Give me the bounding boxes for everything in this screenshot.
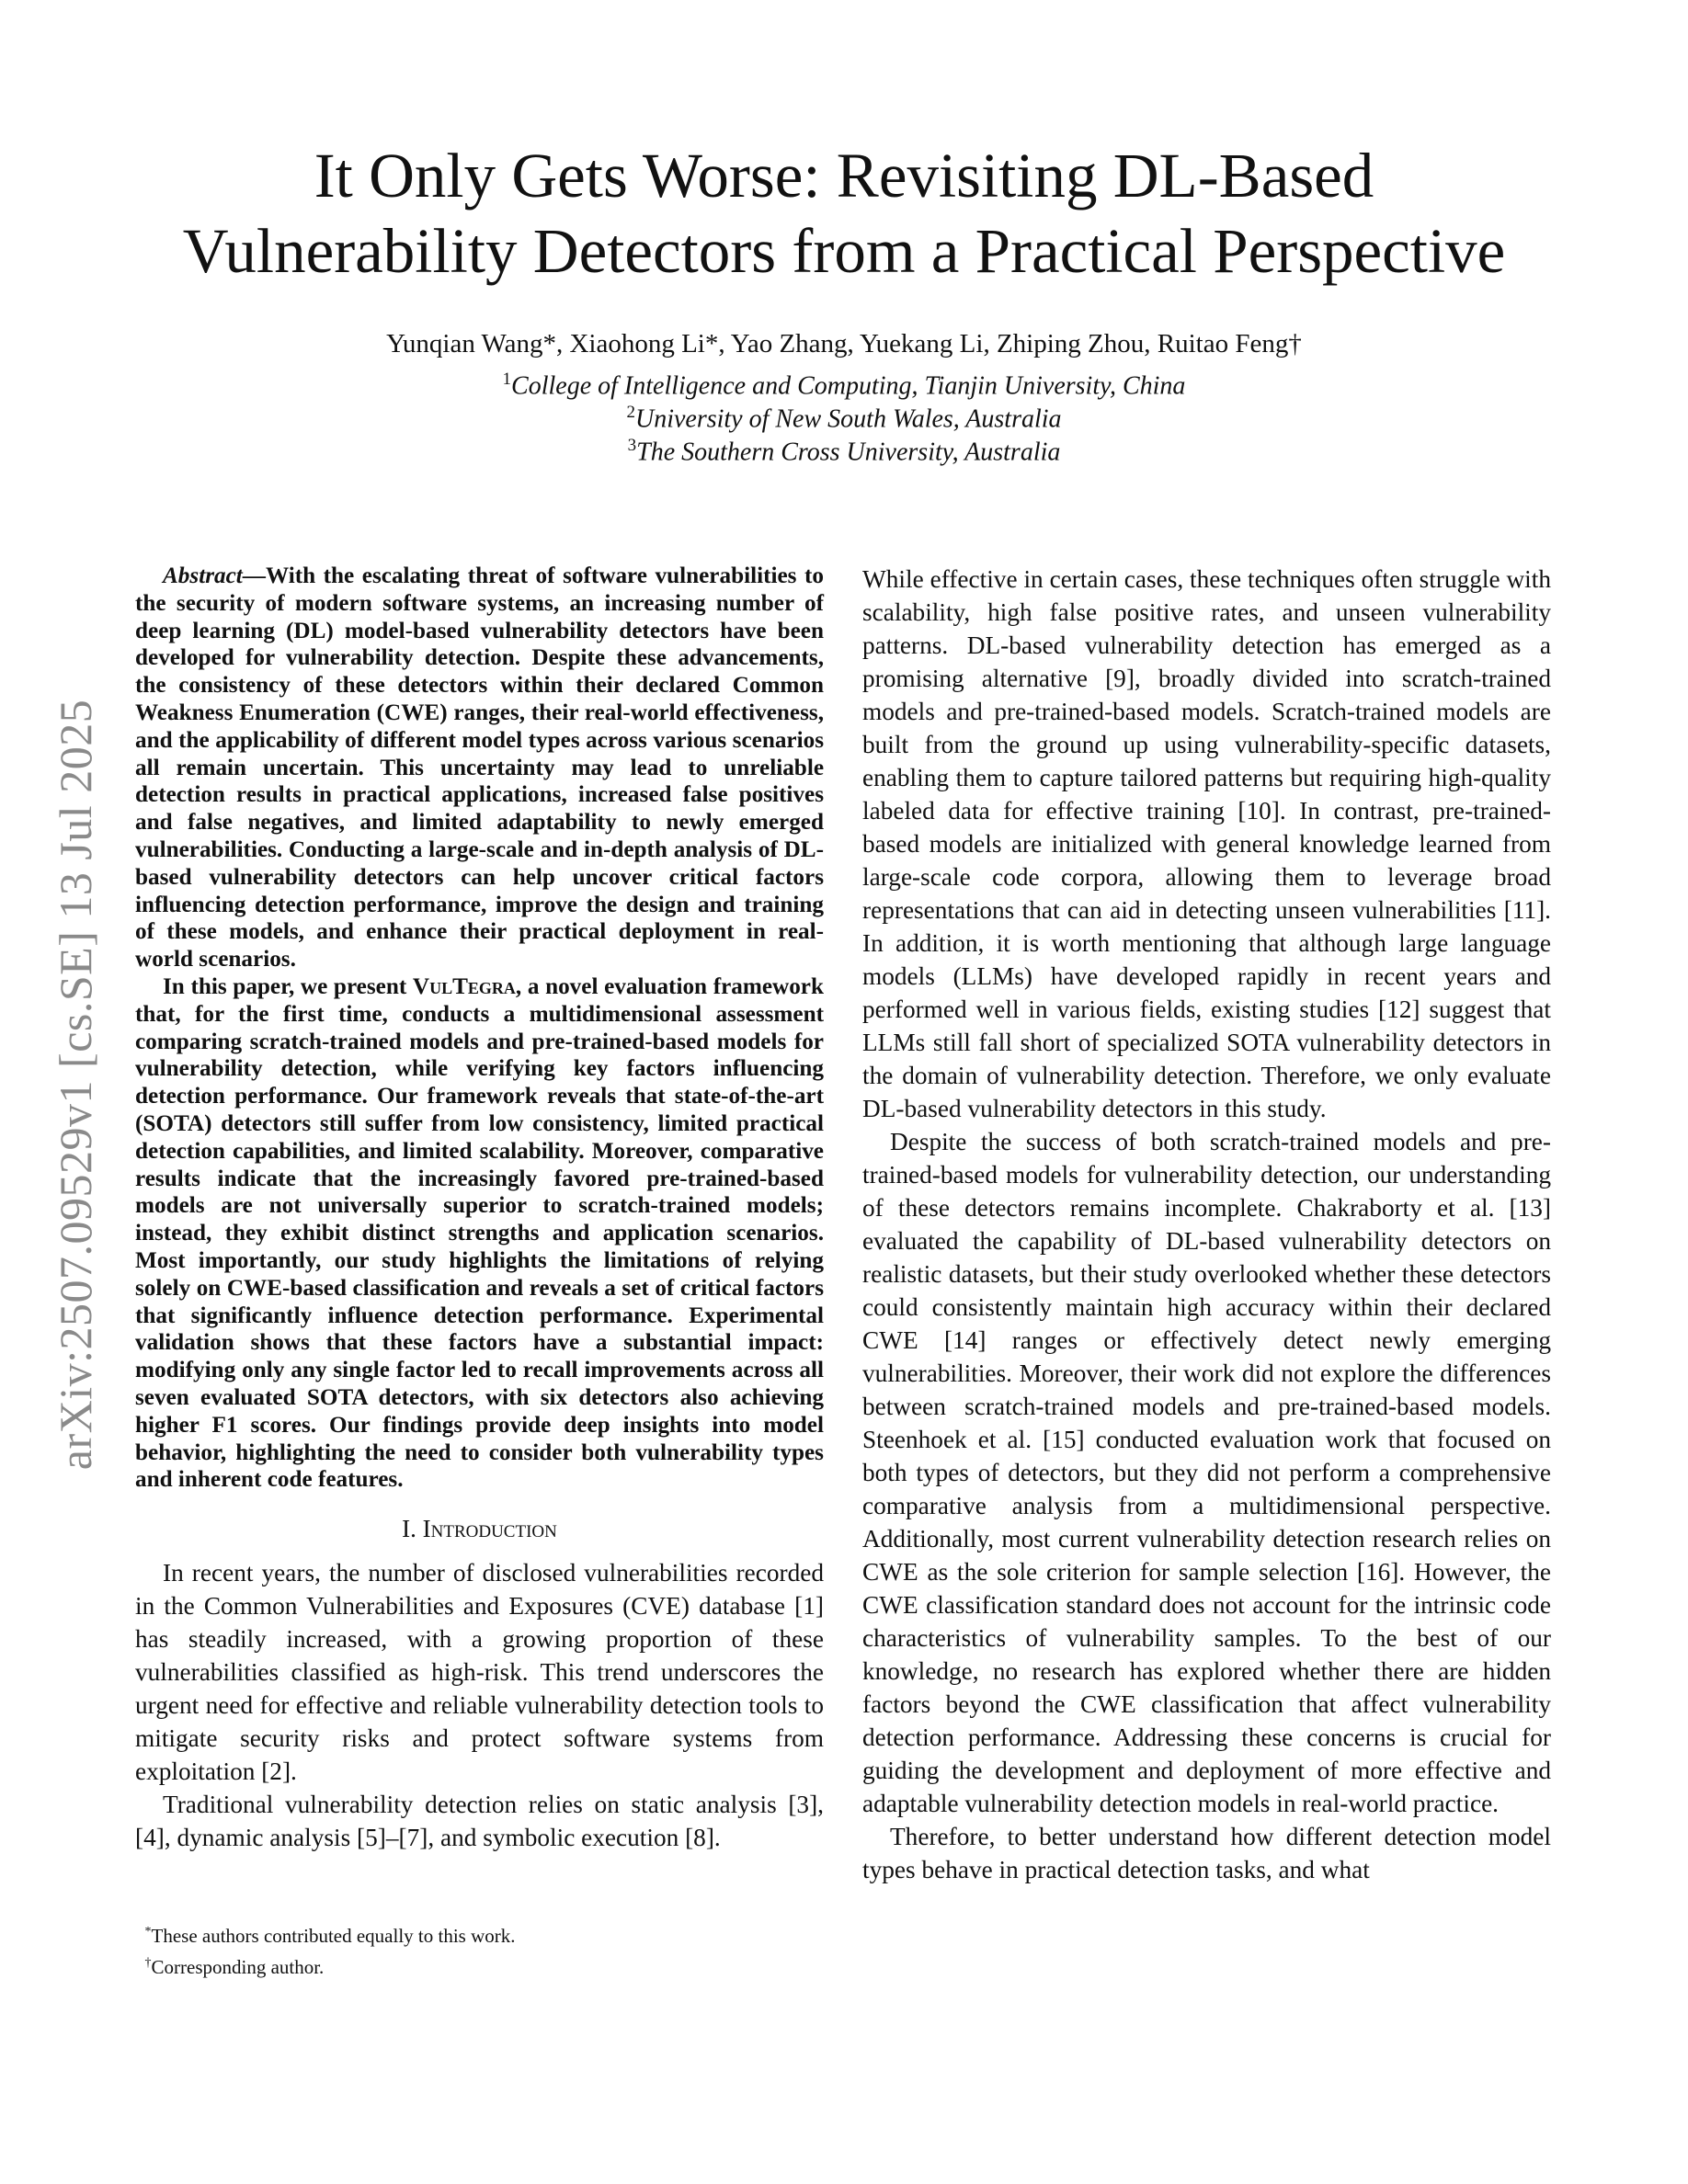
title-line-2: Vulnerability Detectors from a Practical Perspective (182, 216, 1506, 286)
body-paragraph: While effective in certain cases, these techniques often struggle with scalability, high false positive rates, and unseen vulnerability patterns. DL-based vulnerability detection has emerged as a promising alternative [9], broadly divided into scratch-trained models and pre-trained-based models. Scratch-trained models are built from the ground up using vulnerability-specific datasets, enabling them to capture tailored patterns but requiring high-quality labeled data for effective training [10]. In contrast, pre-trained-based models are initialized with general knowledge learned from large-scale code corpora, allowing them to leverage broad representations that can aid in detecting unseen vulnerabilities [11]. In addition, it is worth mentioning that although large language models (LLMs) have developed rapidly in recent years and performed well in various fields, existing studies [12] suggest that LLMs still fall short of specialized SOTA vulnerability detectors in the domain of vulnerability detection. Therefore, we only evaluate DL-based vulnerability detectors in this study. (862, 565, 1551, 1122)
abstract-paragraph-2 (135, 973, 824, 1494)
footnote-mark: † (144, 1956, 152, 1970)
body-paragraph: In recent years, the number of disclosed vulnerabilities recorded in the Common Vulnerabilities and Exposures (CVE) database [1] has steadily increased, with a growing proportion of these vulnerabilities classified as high-risk. This trend underscores the urgent need for effective and reliable vulnerability detection tools to mitigate security risks and protect software systems from exploitation [2]. (135, 1559, 824, 1786)
body-paragraph: Traditional vulnerability detection relies on static analysis [3], [4], dynamic analysis [5]–[7], and symbolic execution [8]. (135, 1791, 824, 1852)
paper-title (129, 138, 1559, 289)
abstract-paragraph-1 (135, 563, 824, 973)
affiliation-mark: 1 (502, 370, 512, 389)
affiliation-text: University of New South Wales, Australia (634, 404, 1062, 434)
section-title: Introduction (422, 1515, 557, 1543)
footnote-text: These authors contributed equally to this work. (151, 1925, 516, 1947)
body-paragraph: Therefore, to better understand how different detection model types behave in practical detection tasks, and what (862, 1823, 1551, 1883)
title-line-1: It Only Gets Worse: Revisiting DL-Based (314, 141, 1374, 210)
affiliation-text: College of Intelligence and Computing, Tianjin University, China (511, 371, 1186, 401)
section-number: I. (402, 1515, 423, 1543)
framework-name: VulTegra (412, 973, 516, 999)
left-column (135, 563, 824, 1854)
abstract-text: , a novel evaluation framework that, for the first time, conducts a multidimensional assessment comparing scratch-trained models and pre-trained-based models for vulnerability detection, while verifying key factors influencing detection performance. Our framework reveals that state-of-the-art (SOTA) detectors still suffer from low consistency, limited practical detection capabilities, and limited scalability. Moreover, comparative results indicate that the increasingly favored pre-trained-based models are not universally superior to scratch-trained models; instead, they exhibit distinct strengths and application scenarios. Most importantly, our study highlights the limitations of relying solely on CWE-based classification and reveals a set of critical factors that significantly influence detection performance. Experimental validation shows that these factors have a substantial impact: modifying only any single factor led to recall improvements across all seven evaluated SOTA detectors, with six detectors also achieving higher F1 scores. Our findings provide deep insights into model behavior, highlighting the need to consider both vulnerability types and inherent code features. (135, 973, 824, 1493)
footnote-text: Corresponding author. (151, 1956, 325, 1978)
footnotes (135, 1918, 824, 1981)
affiliation-text: The Southern Cross University, Australia (636, 438, 1061, 467)
abstract-text: —With the escalating threat of software vulnerabilities to the security of modern software systems, an increasing number of deep learning (DL) model-based vulnerability detectors have been developed for vulnerability detection. Despite these advancements, the consistency of these detectors within their declared Common Weakness Enumeration (CWE) ranges, their real-world effectiveness, and the applicability of different model types across various scenarios all remain uncertain. This uncertainty may lead to unreliable detection results in practical applications, increased false positives and false negatives, and limited adaptability to newly emerged vulnerabilities. Conducting a large-scale and in-depth analysis of DL-based vulnerability detectors can help uncover critical factors influencing detection performance, improve the design and training of these models, and enhance their practical deployment in real-world scenarios. (135, 563, 824, 973)
section-heading-introduction (135, 1512, 824, 1545)
footnote-2 (135, 1950, 824, 1981)
footnote-mark: * (144, 1925, 152, 1939)
abstract-text: In this paper, we present (163, 973, 413, 999)
footnote-1 (135, 1918, 824, 1950)
author-list: Yunqian Wang*, Xiaohong Li*, Yao Zhang, Yuekang Li, Zhiping Zhou, Ruitao Feng† (386, 329, 1302, 358)
affiliation-mark: 3 (627, 436, 637, 455)
arxiv-identifier: arXiv:2507.09529v1 [cs.SE] 13 Jul 2025 (50, 699, 101, 1471)
abstract-label: Abstract (163, 563, 243, 588)
affiliation-3 (129, 429, 1559, 469)
body-paragraph: Despite the success of both scratch-trained models and pre-trained-based models for vulnerability detection, our understanding of these detectors remains incomplete. Chakraborty et al. [13] evaluated the capability of DL-based vulnerability detectors on realistic datasets, but their study overlooked whether these detectors could consistently maintain high accuracy within their declared CWE [14] ranges or effectively detect newly emerging vulnerabilities. Moreover, their work did not explore the differences between scratch-trained models and pre-trained-based models. Steenhoek et al. [15] conducted evaluation work that focused on both types of detectors, but they did not perform a comprehensive comparative analysis from a multidimensional perspective. Additionally, most current vulnerability detection research relies on CWE as the sole criterion for sample selection [16]. However, the CWE classification standard does not account for the intrinsic code characteristics of vulnerability samples. To the best of our knowledge, no research has explored whether there are hidden factors beyond the CWE classification that affect vulnerability detection performance. Addressing these concerns is crucial for guiding the development and deployment of more effective and adaptable vulnerability detection models in real-world practice. (862, 1128, 1551, 1817)
right-column (862, 563, 1551, 1886)
affiliation-mark: 2 (626, 403, 635, 422)
